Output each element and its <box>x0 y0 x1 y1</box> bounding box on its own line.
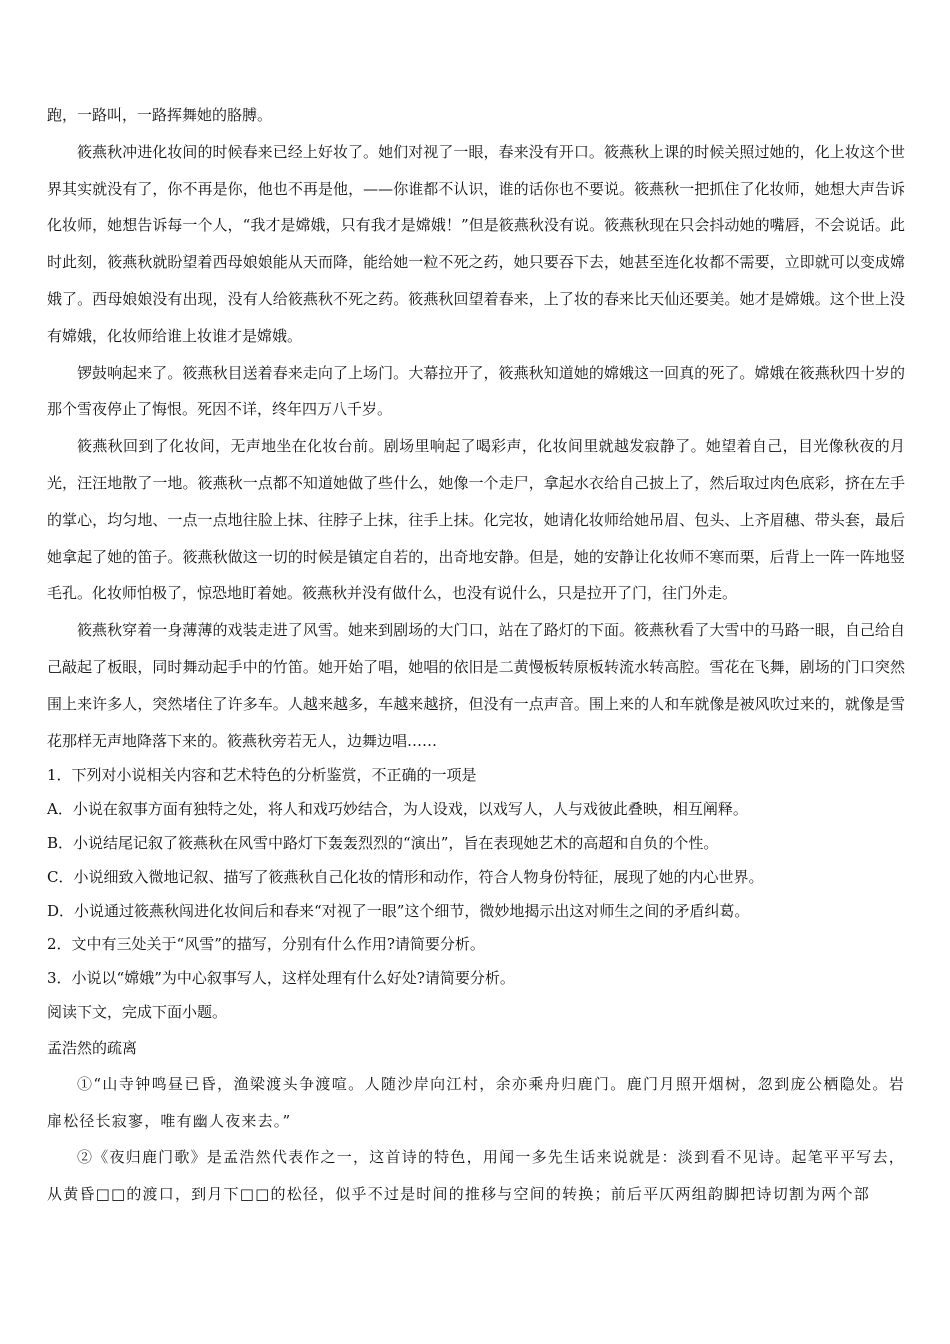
story-paragraph-5: 筱燕秋穿着一身薄薄的戏装走进了风雪。她来到剧场的大门口，站在了路灯的下面。筱燕秋看了大雪中的马路一眼，自己给自己敲起了板眼，同时舞动起手中的竹笛。她开始了唱，她唱的依旧是二黄慢板转原板转流水转高腔。雪花在飞舞，剧场的门口突然围上来许多人，突然堵住了许多车。人越来越多，车越来越挤，但没有一点声音。围上来的人和车就像是被风吹过来的，就像是雪花那样无声地降落下来的。筱燕秋旁若无人，边舞边唱…… <box>47 621 905 750</box>
story-paragraph-1: 跑，一路叫，一路挥舞她的胳膊。 <box>47 106 273 124</box>
story-paragraph-4: 筱燕秋回到了化妆间，无声地坐在化妆台前。剧场里响起了喝彩声，化妆间里就越发寂静了。她望着自己，目光像秋夜的月光，汪汪地散了一地。筱燕秋一点都不知道她做了些什么，她像一个走尸，拿起水衣给自己披上了，然后取过肉色底彩，挤在左手的掌心，均匀地、一点一点地往脸上抹、往脖子上抹，往手上抹。化完妆，她请化妆师给她吊眉、包头、上齐眉穗、带头套，最后她拿起了她的笛子。筱燕秋做这一切的时候是镇定自若的，出奇地安静。但是，她的安静让化妆师不寒而栗，后背上一阵一阵地竖毛孔。化妆师怕极了，惊恐地盯着她。筱燕秋并没有做什么，也没有说什么，只是拉开了门，往门外走。 <box>47 437 905 603</box>
question-1-option-d: D．小说通过筱燕秋闯进化妆间后和春来“对视了一眼”这个细节，微妙地揭示出这对师生之间的矛盾纠葛。 <box>47 901 750 920</box>
reading-instruction: 阅读下文，完成下面小题。 <box>47 1002 228 1021</box>
question-3: 3．小说以“嫦娥”为中心叙事写人，这样处理有什么好处?请简要分析。 <box>47 969 515 988</box>
story-paragraph-2: 筱燕秋冲进化妆间的时候春来已经上好妆了。她们对视了一眼，春来没有开口。筱燕秋上课的时候关照过她的，化上妆这个世界其实就没有了，你不再是你，他也不再是他，——你谁都不认识，谁的话你也不要说。筱燕秋一把抓住了化妆师，她想大声告诉化妆师，她想告诉每一个人，“我才是嫦娥，只有我才是嫦娥！”但是筱燕秋没有说。筱燕秋现在只会抖动她的嘴唇，不会说话。此时此刻，筱燕秋就盼望着西母娘娘能从天而降，能给她一粒不死之药，她只要吞下去，她甚至连化妆都不需要，立即就可以变成嫦娥了。西母娘娘没有出现，没有人给筱燕秋不死之药。筱燕秋回望着春来，上了妆的春来比天仙还要美。她才是嫦娥。这个世上没有嫦娥，化妆师给谁上妆谁才是嫦娥。 <box>47 142 905 345</box>
document-content <box>47 97 905 1213</box>
article-paragraph-2: ②《夜归鹿门歌》是孟浩然代表作之一，这首诗的特色，用闻一多先生话来说就是：淡到看不见诗。起笔平平写去，从黄昏□□的渡口，到月下□□的松径，似乎不过是时间的推移与空间的转换；前后平仄两组韵脚把诗切割为两个部 <box>47 1148 905 1204</box>
story-paragraph-3: 锣鼓响起来了。筱燕秋目送着春来走向了上场门。大幕拉开了，筱燕秋知道她的嫦娥这一回真的死了。嫦娥在筱燕秋四十岁的那个雪夜停止了悔恨。死因不详，终年四万八千岁。 <box>47 363 905 419</box>
question-1-option-b: B．小说结尾记叙了筱燕秋在风雪中路灯下轰轰烈烈的“演出”，旨在表现她艺术的高超和自负的个性。 <box>47 833 719 852</box>
question-1-option-a: A．小说在叙事方面有独特之处，将人和戏巧妙结合，为人设戏，以戏写人，人与戏彼此叠映，相互阐释。 <box>47 800 748 819</box>
question-2: 2．文中有三处关于“风雪”的描写，分别有什么作用?请简要分析。 <box>47 935 485 954</box>
question-1-option-c: C．小说细致入微地记叙、描写了筱燕秋自己化妆的情形和动作，符合人物身份特征，展现了她的内心世界。 <box>47 867 764 886</box>
article-paragraph-1: ①“山寺钟鸣昼已昏，渔梁渡头争渡喧。人随沙岸向江村，余亦乘舟归鹿门。鹿门月照开烟树，忽到庞公栖隐处。岩扉松径长寂寥，唯有幽人夜来去。” <box>47 1074 905 1130</box>
question-1: 1．下列对小说相关内容和艺术特色的分析鉴赏，不正确的一项是 <box>47 766 477 785</box>
article-title: 孟浩然的疏离 <box>47 1038 138 1057</box>
